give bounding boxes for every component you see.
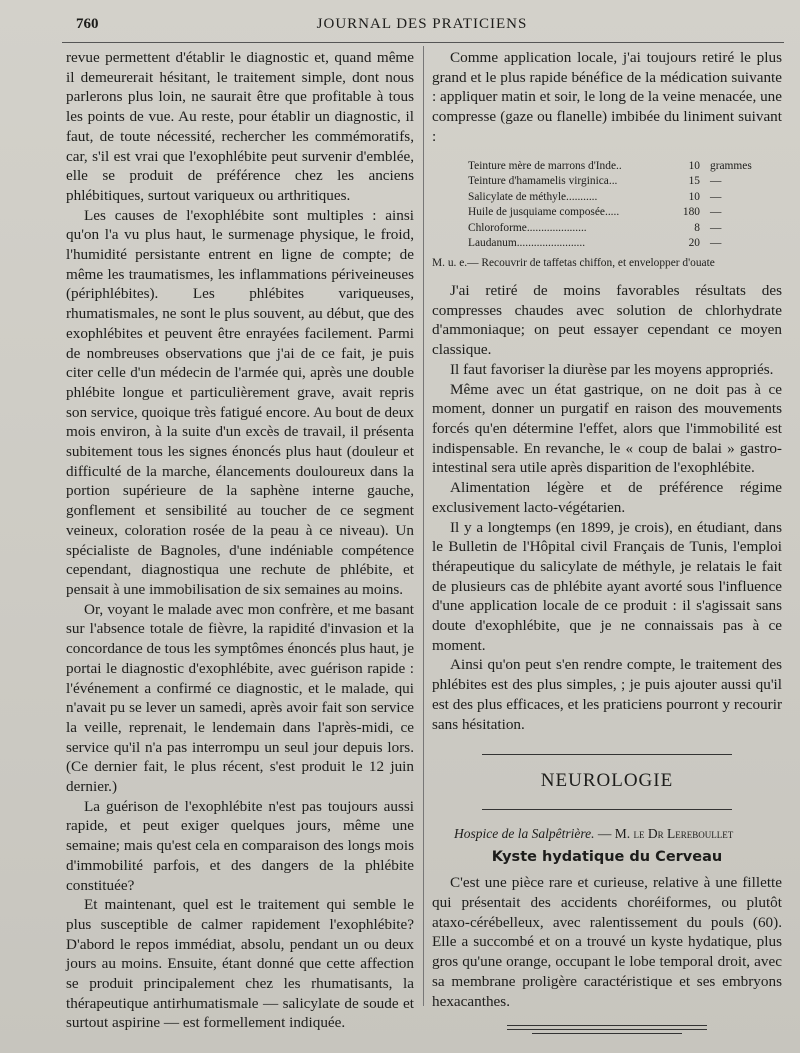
paragraph: Les causes de l'exophlébite sont multiples : ainsi qu'on l'a vu plus haut, le surmenage physique, le froid, l'humidité persistante entrent en ligne de compte; de même les traumatismes, les inflammations périveineuses (périphlébites). Les phlébites variqueuses, rhumatismales, ne sont le plus souvent, au début, que des exophlébites et peuvent être enrayées facilement. Parmi de nombreuses observations que j'ai de ce fait, je puis citer celle d'un médecin de l'armée qui, après une double phlébite longue et particulièrement grave, avait repris son service, quoique très fatigué encore. Au bout de deux mois environ, à la suite d'un excès de travail, il présenta subitement tous les signes énoncés plus haut (douleur et difficulté de la marche, élancements douloureux dans la portion supérieure de la saphène interne gauche, gonflement et sensibilité au toucher de ce segment veineux, coloration rosée de la peau à ce niveau). Un spécialiste de Bagnoles, d'une indéniable compétence cependant, diagnostiqua une rechute de phlébite, et pensait à une immobilisation de six semaines au moins. [66,206,414,598]
recipe-quantity: 8 [694,221,700,234]
recipe-row [468,174,782,190]
end-rule [507,1025,707,1030]
recipe-unit: — [710,206,722,219]
recipe-quantity: 10 [688,159,700,172]
paragraph: Et maintenant, quel est le traitement qui semble le plus susceptible de calmer rapidement l'exophlébite? D'abord le repos immédiat, absolu, pendant un ou deux jours au moins. Ensuite, étant donné que cette affection se produit principalement chez les rhumatisants, la thérapeutique antirhumatismale — salicylate de soude et surtout aspirine — est formellement indiquée. [66,896,414,1032]
paragraph: Même avec un état gastrique, on ne doit pas à ce moment, donner un purgatif en raison des mouvements forcés qu'en détermine l'effet, alors que l'immobilité est indispensable. En revanche, le « coup de balai » gastro-intestinal sera utile après disparition de l'exophlébite. [432,380,782,477]
recipe-note: M. u. e.— Recouvrir de taffetas chiffon, et envelopper d'ouate [432,257,715,270]
recipe-row [468,221,782,237]
page-number: 760 [76,16,99,32]
right-column [432,48,782,1034]
paragraph: Il faut favoriser la diurèse par les moyens appropriés. [450,360,774,378]
byline-author: — M. le Dr Lereboullet [597,825,734,841]
left-column [66,48,414,1033]
recipe-unit: — [710,175,722,188]
section-title: NEUROLOGIE [540,770,674,792]
paragraph: Alimentation légère et de préférence régime exclusivement lacto-végétarien. [432,479,782,516]
recipe-row [468,190,782,206]
journal-title: JOURNAL DES PRATICIENS [316,16,528,32]
recipe-ingredient: Chloroforme..................... [468,221,587,234]
recipe-quantity: 180 [682,206,700,219]
recipe-unit: grammes [710,159,752,172]
recipe-row [468,159,782,175]
paragraph: Il y a longtemps (en 1899, je crois), en étudiant, dans le Bulletin de l'Hôpital civil Français de Tunis, l'emploi thérapeutique du salicylate de méthyle, je relatais le fait de plusieurs cas de phlébite ayant avorté sous l'influence d'une application locale de ce produit : il s'agissait sans doute d'exophlébite, que je ne connaissais pas à ce moment. [432,518,782,654]
recipe-ingredient: Teinture d'hamamelis virginica... [468,175,618,188]
byline-hospital: Hospice de la Salpêtrière. [454,825,595,841]
paragraph: Or, voyant le malade avec mon confrère, et me basant sur l'absence totale de fièvre, la rapidité d'invasion et la concordance de tous les symptômes énoncés plus haut, je portai le diagnostic d'exophlébite, avec guérison rapide : l'événement a confirmé ce diagnostic, et le malade, qui n'avait pu se lever un samedi, après avoir fait son service la veille, reprenait, le lendemain dans l'après-midi, ce service qu'il n'a pas interrompu un seul jour depuis lors. (Ce dernier fait, le plus récent, s'est produit le 12 juin dernier.) [66,600,414,796]
liniment-recipe [468,159,782,253]
header-rule [62,42,784,43]
end-rule [532,1033,682,1034]
recipe-quantity: 10 [688,190,700,203]
section-rule [482,809,732,810]
paragraph: Comme application locale, j'ai toujours retiré le plus grand et le plus rapide bénéfice de la médication suivante : appliquer matin et soir, le long de la veine menacée, une compresse (gaze ou flanelle) imbibée du liniment suivant : [432,49,782,145]
section-rule [482,754,732,755]
recipe-unit: — [710,237,722,250]
recipe-quantity: 20 [688,237,700,250]
byline [454,824,782,844]
paragraph: La guérison de l'exophlébite n'est pas toujours aussi rapide, et peut exiger quelques jours, même une semaine; mais qu'est cela en comparaison des longs mois d'immobilité parfois, et des dangers de la phlébite constituée? [66,797,414,894]
recipe-ingredient: Huile de jusquiame composée..... [468,206,620,219]
recipe-quantity: 15 [688,175,700,188]
column-divider [423,46,424,1006]
recipe-unit: — [710,190,722,203]
recipe-row [468,205,782,221]
recipe-ingredient: Teinture mère de marrons d'Inde.. [468,159,622,172]
paragraph: Ainsi qu'on peut s'en rendre compte, le traitement des phlébites est des plus simples, ; je puis ajouter aussi qu'il est des plus efficaces, et les praticiens pourront y recourir sans hésitation. [432,656,782,733]
recipe-ingredient: Salicylate de méthyle........... [468,190,598,203]
recipe-row [468,236,782,252]
paragraph: C'est une pièce rare et curieuse, relative à une fillette qui présentait des accidents choréiformes, ou plutôt ataxo-cérébelleux, avec ralentissement du pouls (60). Elle a succombé et on a trouvé un kyste hydatique, plus gros qu'une orange, occupant le lobe temporal droit, avec sa membrane proligère caractéristique et ses embryons hexacanthes. [432,874,782,1010]
page-header [62,12,782,36]
paragraph: revue permettent d'établir le diagnostic et, quand même il demeurerait hésitant, le traitement simple, dont nous parlerons plus loin, ne saurait être que profitable à tous les points de vue. Au reste, pour établir un diagnostic, il faut, de toute nécessité, rechercher les commémoratifs, car, s'il est vrai que l'exophlébite peut survenir d'emblée, elle se produit de préférence chez les anciens phlébitiques, surtout variqueux ou arthritiques. [66,49,414,204]
recipe-unit: — [710,221,722,234]
recipe-ingredient: Laudanum........................ [468,237,586,250]
article-title: Kyste hydatique du Cerveau [491,848,723,865]
paragraph: J'ai retiré de moins favorables résultats des compresses chaudes avec solution de chlorhydrate d'ammoniaque; on peut essayer cependant ce moyen classique. [432,282,782,359]
